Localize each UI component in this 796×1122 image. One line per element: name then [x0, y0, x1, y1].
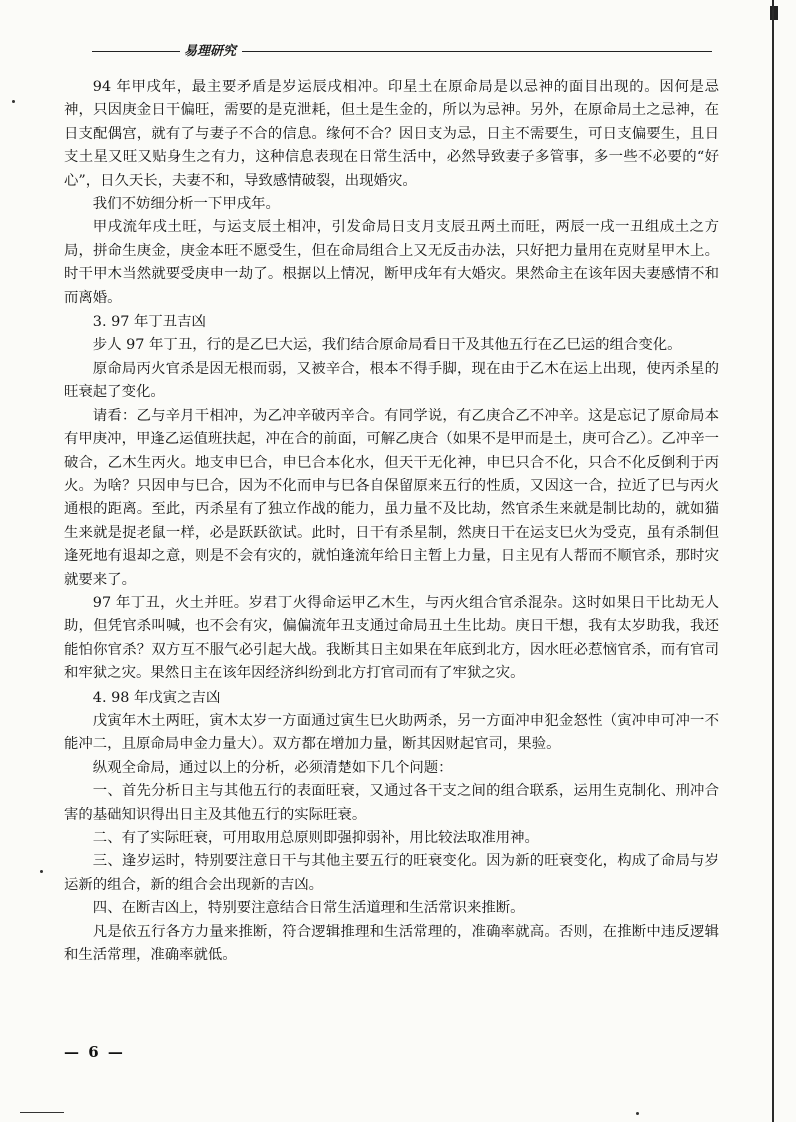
paragraph-7: 请看：乙与辛月干相冲，为乙冲辛破丙辛合。有同学说，有乙庚合乙不冲辛。这是忘记了原命局本有甲庚冲，甲逢乙运值班扶起，冲在合的前面，可解乙庚合（如果不是甲而是土，庚可合乙）。乙冲辛一破合，乙木生丙火。地支申巳合，申巳合本化水，但天干无化神，申巳只合不化，只合不化反倒利于丙火。为啥？只因申与巳合，因为不化而申与巳各自保留原来五行的性质，又因这一合，拉近了巳与丙火通根的距离。至此，丙杀星有了独立作战的能力，虽力量不及比劫，然官杀生来就是制比劫的，就如猫生来就是捉老鼠一样，必是跃跃欲试。此时，日干有杀星制，然庚日干在运支巳火为受克，虽有杀制但逢死地有退却之意，则是不会有灾的，就怕逢流年给日主暂上力量，日主见有人帮而不顺官杀，那时灾就要来了。 — [64, 407, 719, 588]
paragraph-2: 我们不妨细分析一下甲戌年。 — [92, 196, 280, 213]
paragraph-11: 纵观全命局，通过以上的分析，必须清楚如下几个问题： — [92, 759, 453, 776]
scan-speck — [40, 870, 43, 873]
paragraph-13: 二、有了实际旺衰，可用取用总原则即强抑弱补，用比较法取准用神。 — [92, 830, 539, 846]
scan-speck — [12, 100, 15, 103]
paragraph-8: 97 年丁丑，火土并旺。岁君丁火得命运甲乙木生，与丙火组合官杀混杂。这时如果日干比劫无人助，但凭官杀叫喊，也不会有灾，偏偏流年丑支通过命局丑土生比劫。庚日干想，我有太岁助我，我还能怕你官杀？双方互不服气必引起大战。我断其日主如果在年底到北方，因水旺必惹恼官杀，而有官司和牢狱之灾。果然日主在该年因经济纠纷到北方打官司而有了牢狱之灾。 — [64, 594, 719, 682]
scan-speck — [636, 1112, 639, 1115]
paragraph-12: 一、首先分析日主与其他五行的表面旺衰，又通过各干支之间的组合联系，运用生克制化、刑冲合害的基础知识得出日主及其他五行的实际旺衰。 — [64, 783, 719, 823]
header-title: 易理研究 — [184, 44, 237, 59]
header-rule-right — [242, 51, 712, 52]
paragraph-1: 94 年甲戌年，最主要矛盾是岁运辰戌相冲。印星土在原命局是以忌神的面目出现的。因何是忌神，只因庚金日干偏旺，需要的是克泄耗，但土是生金的，所以为忌神。另外，在原命局土之忌神，在日支配偶宫，就有了与妻子不合的信息。缘何不合？因日支为忌，日主不需要生，可日支偏要生，且日支土星又旺又贴身生之有力，这种信息表现在日常生活中，必然导致妻子多管事，多一些不必要的“好心”，日久天长，夫妻不和，导致感情破裂，出现婚灾。 — [64, 79, 719, 189]
paragraph-16: 凡是依五行各方力量来推断，符合逻辑推理和生活常理的，准确率就高。否则，在推断中违反逻辑和生活常理，准确率就低。 — [64, 923, 719, 964]
running-header — [92, 40, 712, 60]
paragraph-3: 甲戌流年戌土旺，与运支辰土相冲，引发命局日支月支辰丑两土而旺，两辰一戌一丑组成土之方局，拼命生庚金，庚金本旺不愿受生，但在命局组合上又无反击办法，只好把力量用在克财星甲木上。时干甲木当然就要受庚申一劫了。根据以上情况，断甲戌年有大婚灾。果然命主在该年因夫妻感情不和而离婚。 — [64, 219, 719, 306]
paragraph-5: 步人 97 年丁丑，行的是乙巳大运，我们结合原命局看日干及其他五行在乙巳运的组合变化。 — [92, 337, 682, 354]
paragraph-14: 三、逢岁运时，特别要注意日干与其他主要五行的旺衰变化。因为新的旺衰变化，构成了命局与岁运新的组合，新的组合会出现新的吉凶。 — [64, 853, 719, 893]
paragraph-10: 戊寅年木土两旺，寅木太岁一方面通过寅生巳火助两杀，另一方面冲申犯金怒性（寅冲申可冲一不能冲二，且原命局申金力量大）。双方都在增加力量，断其因财起官司，果验。 — [64, 712, 719, 753]
header-rule-left — [92, 51, 180, 52]
body-text — [64, 76, 719, 967]
page-number: — 6 — — [64, 1043, 125, 1061]
paragraph-15: 四、在断吉凶上，特别要注意结合日常生活道理和生活常识来推断。 — [92, 900, 525, 917]
section-heading-3: 3. 97 年丁丑吉凶 — [92, 314, 206, 331]
bottom-rule — [20, 1112, 64, 1113]
page-edge-line — [772, 0, 774, 1122]
section-heading-4: 4. 98 年戊寅之吉凶 — [92, 689, 221, 706]
paragraph-6: 原命局丙火官杀是因无根而弱，又被辛合，根本不得手脚，现在由于乙木在运上出现，使丙杀星的旺衰起了变化。 — [64, 360, 719, 401]
